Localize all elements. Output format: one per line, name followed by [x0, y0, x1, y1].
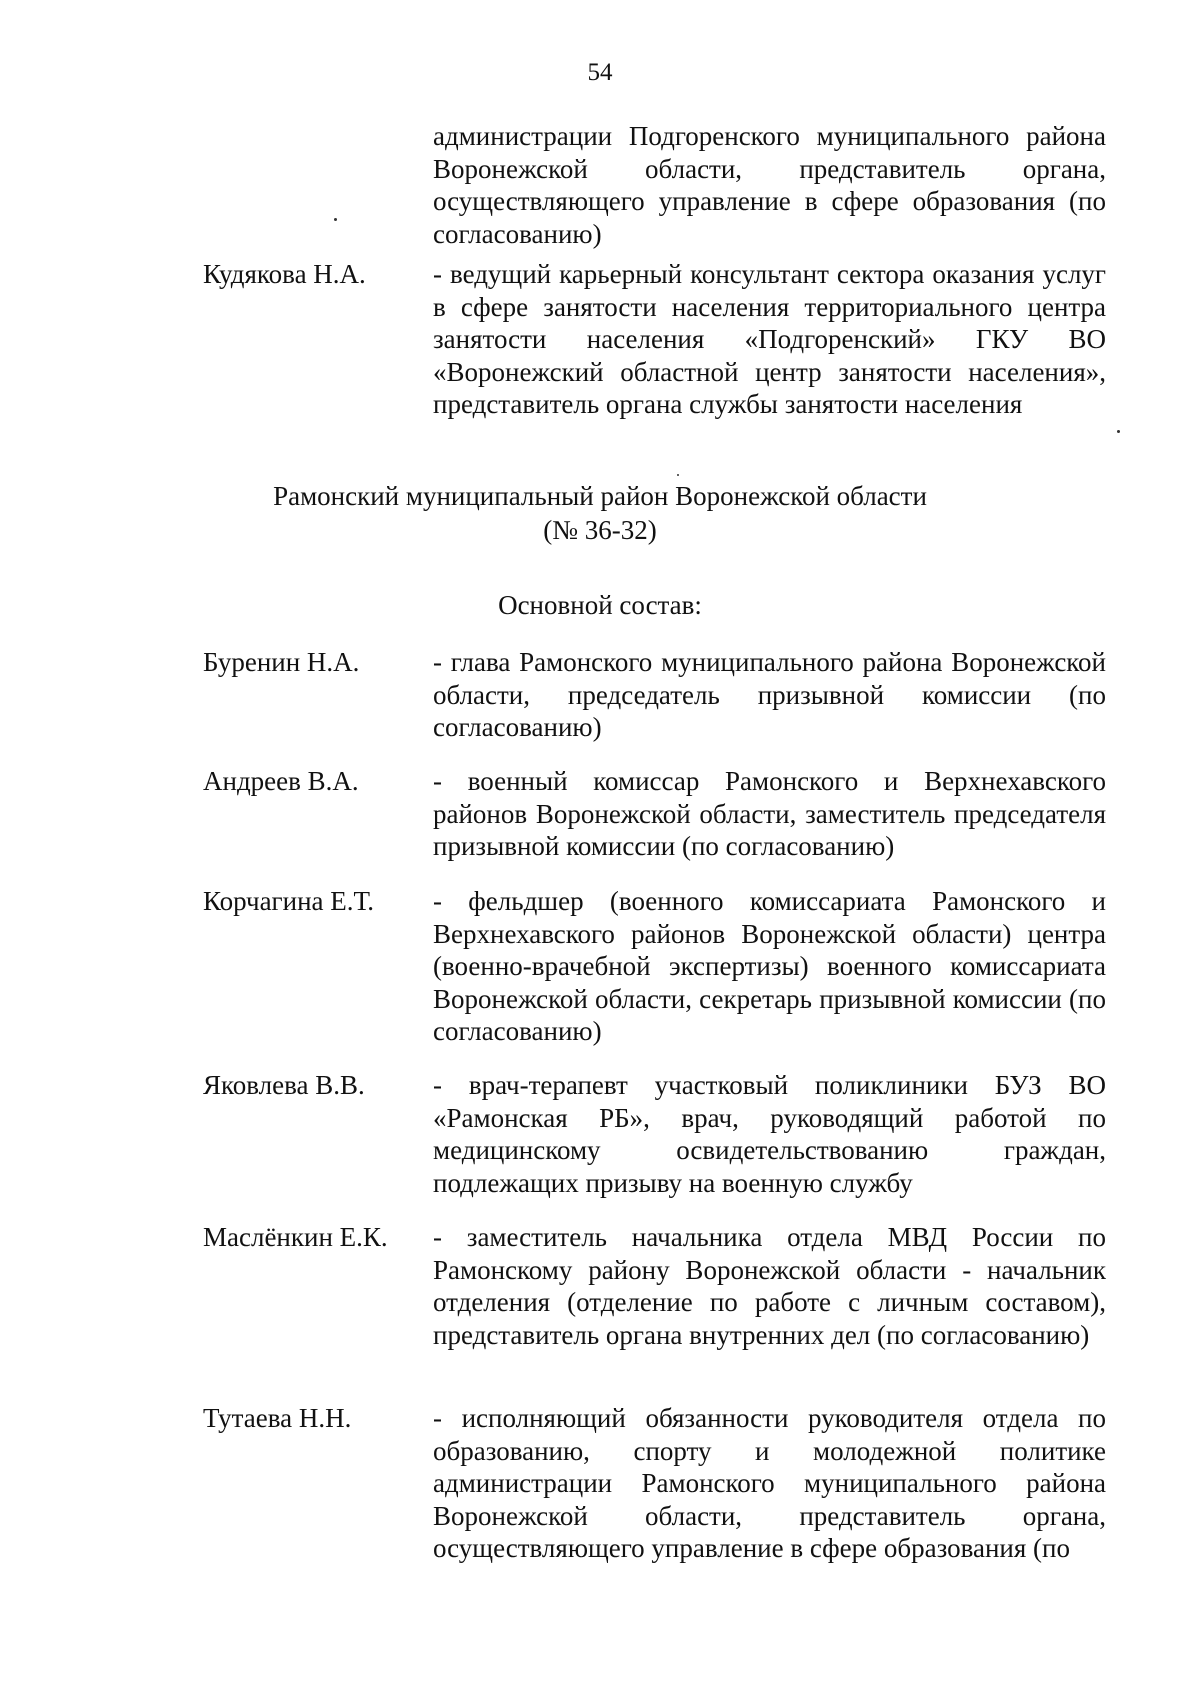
scan-speck — [1117, 430, 1120, 433]
section-subtitle: Основной состав: — [498, 590, 702, 620]
page-number: 54 — [587, 59, 613, 86]
member-role: - фельдшер (военного комиссариата Рамонского и Верхнехавского районов Воронежской области) центра (военно-врачебной экспертизы) военного комиссариата Воронежской области, секретарь призывной комиссии (по согласованию) — [433, 886, 1106, 1046]
member-name: Маслёнкин Е.К. — [203, 1222, 388, 1252]
member-name: Кудякова Н.А. — [203, 259, 366, 289]
member-name: Тутаева Н.Н. — [203, 1403, 352, 1433]
member-role: - ведущий карьерный консультант сектора оказания услуг в сфере занятости населения территориального центра занятости населения «Подгоренский» ГКУ ВО «Воронежский областной центр занятости населения», представитель органа службы занятости населения — [433, 259, 1106, 419]
member-role: - глава Рамонского муниципального района Воронежской области, председатель призывной комиссии (по согласованию) — [433, 647, 1106, 742]
scan-speck — [334, 218, 337, 221]
member-name: Яковлева В.В. — [203, 1070, 365, 1100]
entry-description: администрации Подгоренского муниципального района Воронежской области, представитель органа, осуществляющего управление в сфере образования (по согласованию) — [433, 121, 1106, 249]
section-number: (№ 36-32) — [543, 515, 657, 545]
member-role: - военный комиссар Рамонского и Верхнехавского районов Воронежской области, заместитель председателя призывной комиссии (по согласованию) — [433, 766, 1106, 861]
member-name: Буренин Н.А. — [203, 647, 360, 677]
member-name: Андреев В.А. — [203, 766, 359, 796]
member-role: - заместитель начальника отдела МВД России по Рамонскому району Воронежской области - начальник отделения (отделение по работе с личным составом), представитель органа внутренних дел (по согласованию) — [433, 1222, 1106, 1350]
section-title: Рамонский муниципальный район Воронежской области — [273, 481, 927, 511]
scan-speck — [677, 474, 679, 476]
member-role: - исполняющий обязанности руководителя отдела по образованию, спорту и молодежной политике администрации Рамонского муниципального района Воронежской области, представитель органа, осуществляющего управление в сфере образования (по — [433, 1403, 1106, 1563]
member-name: Корчагина Е.Т. — [203, 886, 375, 916]
member-role: - врач-терапевт участковый поликлиники БУЗ ВО «Рамонская РБ», врач, руководящий работой по медицинскому освидетельствованию граждан, подлежащих призыву на военную службу — [433, 1070, 1106, 1198]
